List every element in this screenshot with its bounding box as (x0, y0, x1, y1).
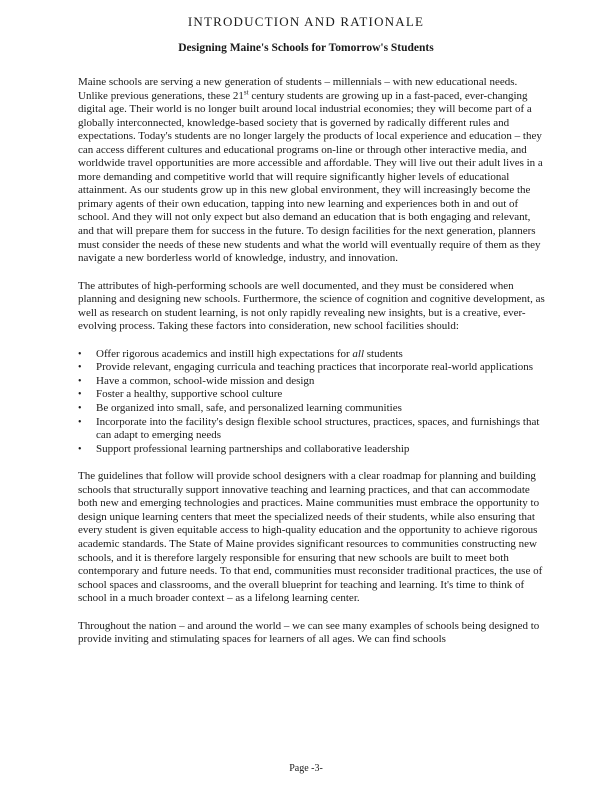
list-item: • Support professional learning partnerships and collaborative leadership (78, 442, 410, 455)
ordinal-suffix: st (243, 87, 249, 96)
list-item: • Have a common, school-wide mission and design (78, 374, 315, 387)
body-text (78, 76, 548, 661)
facility-goals-list (78, 348, 548, 456)
bullet-icon: • (78, 389, 82, 401)
list-item: • Be organized into small, safe, and personalized learning communities (78, 402, 402, 415)
page-subtitle: Designing Maine's Schools for Tomorrow's Students (178, 42, 434, 54)
section-title: INTRODUCTION AND RATIONALE (187, 14, 425, 29)
bullet-icon: • (78, 362, 82, 374)
list-item: • Incorporate into the facility's design flexible school structures, practices, spaces, and furnishings that can adapt to emerging needs (78, 415, 540, 442)
list-item: • Provide relevant, engaging curricula and teaching practices that incorporate real-world applications (78, 361, 534, 374)
list-item: • Foster a healthy, supportive school culture (78, 388, 283, 401)
bullet-icon: • (78, 348, 82, 360)
paragraph-4: Throughout the nation – and around the world – we can see many examples of schools being designed to provide inviting and stimulating spaces for learners of all ages. We can find schools (78, 619, 540, 646)
paragraph-2: The attributes of high-performing schools are well documented, and they must be considered when planning and designing new schools. Furthermore, the science of cognition and cognitive development, as well as research on student learning, is not only rapidly revealing new insights, but is a creative, ever-evolving process. Taking these factors into consideration, new school facilities should: (78, 279, 545, 333)
bullet-icon: • (78, 403, 82, 415)
emphasis: all (352, 347, 365, 360)
bullet-icon: • (78, 416, 82, 428)
page-number: Page -3- (289, 763, 323, 774)
paragraph-1-start: Maine schools are serving a new generation of students – millennials – with new educational needs. Unlike previous generations, these 21 (78, 76, 518, 102)
list-item: • Offer rigorous academics and instill high expectations for all students (78, 347, 403, 360)
paragraph-3: The guidelines that follow will provide school designers with a clear roadmap for planning and building schools that structurally support innovative teaching and learning practices, and that can accommodate both new and emerging technologies and practices. Maine communities must embrace the opportunity to design unique learning centers that meet the specialized needs of their students, while also ensuring that every student is given equitable access to high-quality education and the opportunity to achieve rigorous academic standards. The State of Maine provides significant resources to communities constructing new schools, and it is therefore largely responsible for ensuring that new schools are built to meet both contemporary and future needs. To that end, communities must reconsider traditional practices, the use of school spaces and classrooms, and the overall blueprint for teaching and learning. It's time to think of school in a much broader context – as a lifelong learning center. (78, 470, 543, 605)
bullet-icon: • (78, 443, 82, 455)
bullet-icon: • (78, 375, 82, 387)
paragraph-1-rest: century students are growing up in a fast-paced, ever-changing digital age. Their world is no longer built around local industrial economies; they will become part of a globally interconnected, knowledge-based society that is governed by radically different rules and expectations. Today's students are no longer largely the products of local experience and education – they can access different cultures and educational programs on-line or through other interactive media, and worldwide travel opportunities are more accessible and affordable. They will live out their adult lives in a more demanding and competitive world that will require significantly higher levels of educational attainment. As our students grow up in this new global environment, they will increasingly become the primary agents of their own education, tapping into new learning and experiences both in and out of school. And they will not only expect but also demand an education that is both engaging and relevant, and that will prepare them for success in the future. To design facilities for the next generation, planners must consider the needs of these new students and what the world will eventually require of them as they navigate a new borderless world of knowledge, industry, and innovation. (78, 89, 543, 265)
paragraph-1 (78, 76, 548, 266)
